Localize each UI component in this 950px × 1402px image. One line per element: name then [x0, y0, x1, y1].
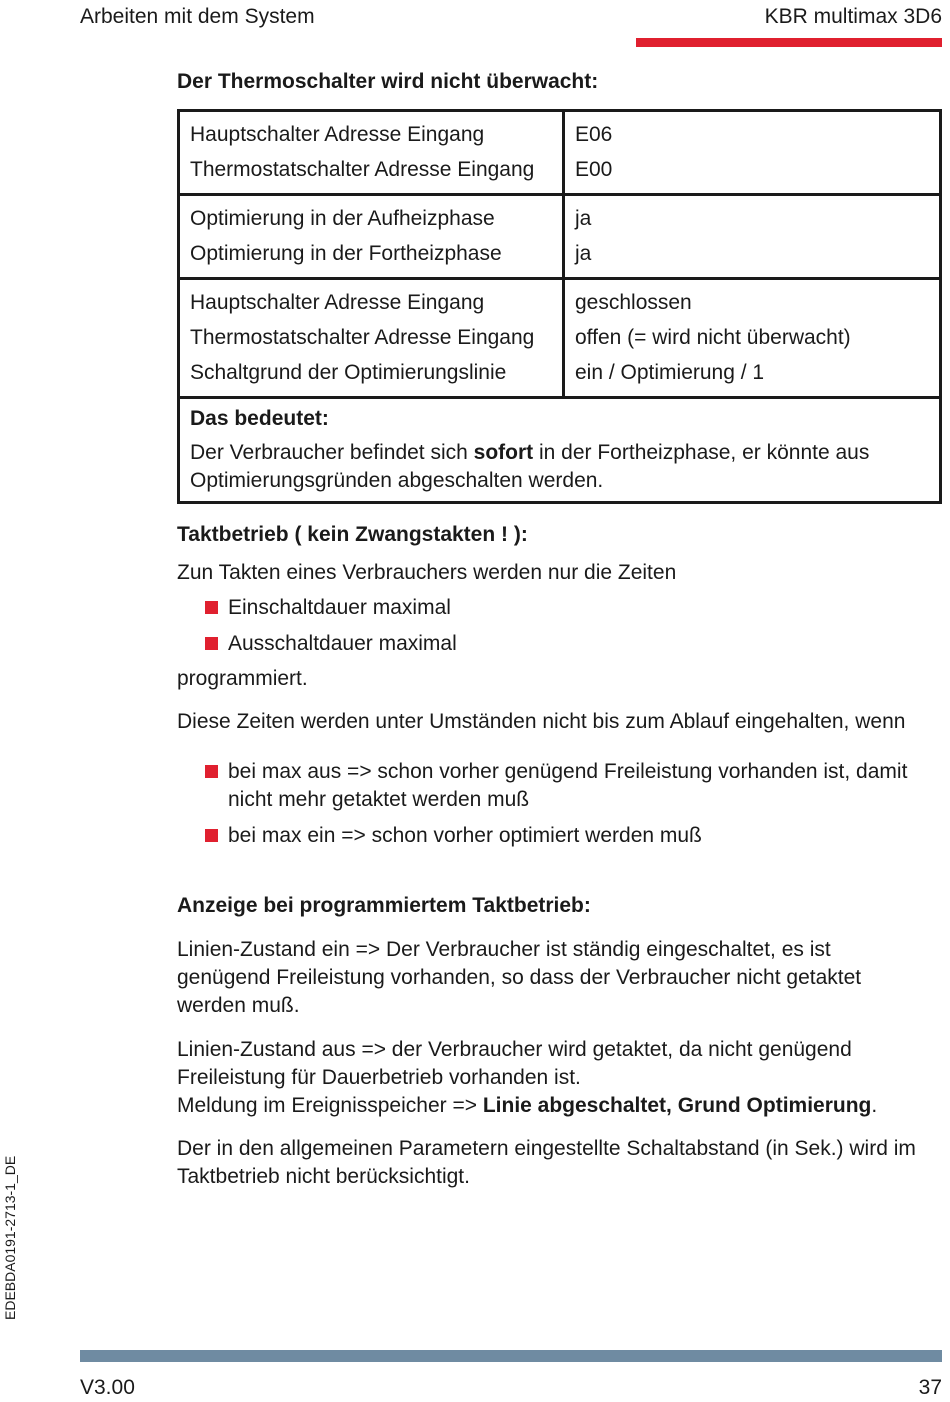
note-text	[190, 439, 929, 495]
param-key: Hauptschalter Adresse Eingang	[190, 123, 485, 146]
header-section-title: Arbeiten mit dem System	[80, 5, 315, 28]
table-row	[179, 195, 941, 279]
taktbetrieb-intro: Zun Takten eines Verbrauchers werden nur die Zeiten	[177, 561, 677, 584]
header-product-name: KBR multimax 3D6	[764, 5, 942, 28]
note-text-start: Der Verbraucher befindet sich	[190, 441, 474, 464]
anzeige-paragraph-1: Linien-Zustand ein => Der Verbraucher ist ständig eingeschaltet, es ist genügend Freileistung vorhanden, so dass der Verbraucher nicht getaktet werden muß.	[177, 938, 862, 1017]
param-key: Thermostatschalter Adresse Eingang	[190, 326, 535, 349]
param-value: ein / Optimierung / 1	[575, 361, 765, 384]
list-item	[205, 594, 451, 622]
anzeige-heading: Anzeige bei programmiertem Taktbetrieb:	[177, 894, 591, 917]
header-accent-bar	[636, 38, 942, 47]
page-number: 37	[918, 1376, 942, 1399]
param-key: Schaltgrund der Optimierungslinie	[190, 361, 507, 384]
anzeige-paragraph-3	[177, 1092, 877, 1120]
table-cell-keys	[179, 195, 564, 279]
message-suffix: .	[871, 1094, 878, 1117]
thermoschalter-heading: Der Thermoschalter wird nicht überwacht:	[177, 70, 599, 93]
list-item-text: bei max ein => schon vorher optimiert werden muß	[228, 824, 702, 847]
param-value: ja	[575, 207, 592, 230]
param-key: Thermostatschalter Adresse Eingang	[190, 158, 535, 181]
bullet-square-icon	[205, 637, 218, 650]
taktbetrieb-heading: Taktbetrieb ( kein Zwangstakten ! ):	[177, 523, 528, 546]
param-value: offen (= wird nicht überwacht)	[575, 326, 851, 349]
bullet-square-icon	[205, 601, 218, 614]
table-row	[179, 279, 941, 398]
table-row	[179, 111, 941, 195]
anzeige-paragraph-2: Linien-Zustand aus => der Verbraucher wird getaktet, da nicht genügend Freileistung für Dauerbetrieb vorhanden ist.	[177, 1038, 852, 1089]
param-value: E00	[575, 158, 613, 181]
taktbetrieb-outro: programmiert.	[177, 667, 308, 690]
note-cell	[179, 398, 941, 503]
list-item	[205, 630, 457, 658]
table-cell-keys	[179, 279, 564, 398]
taktbetrieb-paragraph: Diese Zeiten werden unter Umständen nicht bis zum Ablauf eingehalten, wenn	[177, 710, 906, 733]
note-text-end: in der Fortheizphase, er könnte aus Optimierungsgründen abgeschalten werden.	[190, 441, 870, 492]
param-value: E06	[575, 123, 613, 146]
list-item-text: Ausschaltdauer maximal	[228, 632, 457, 655]
list-item-text: Einschaltdauer maximal	[228, 596, 451, 619]
table-cell-values	[564, 195, 941, 279]
message-emphasis: Linie abgeschaltet, Grund Optimierung	[482, 1094, 872, 1117]
document-code: EDEBDA0191-2713-1_DE	[2, 1155, 18, 1320]
table-row-note	[179, 398, 941, 503]
table-cell-values	[564, 279, 941, 398]
note-text-emphasis: sofort	[473, 441, 534, 464]
table-cell-keys	[179, 111, 564, 195]
param-value: ja	[575, 242, 592, 265]
list-item	[205, 758, 940, 814]
param-value: geschlossen	[575, 291, 692, 314]
bullet-square-icon	[205, 765, 218, 778]
param-key: Optimierung in der Aufheizphase	[190, 207, 495, 230]
table-cell-values	[564, 111, 941, 195]
bullet-square-icon	[205, 829, 218, 842]
list-item-text: bei max aus => schon vorher genügend Freileistung vorhanden ist, damit nicht mehr getaktet werden muß	[228, 760, 908, 811]
message-prefix: Meldung im Ereignisspeicher =>	[177, 1094, 483, 1117]
param-key: Optimierung in der Fortheizphase	[190, 242, 502, 265]
list-item	[205, 822, 702, 850]
note-title: Das bedeutet:	[190, 407, 329, 430]
param-key: Hauptschalter Adresse Eingang	[190, 291, 485, 314]
footer-bar	[80, 1350, 942, 1362]
anzeige-paragraph-4: Der in den allgemeinen Parametern eingestellte Schaltabstand (in Sek.) wird im Taktbetrieb nicht berücksichtigt.	[177, 1137, 916, 1188]
footer-version: V3.00	[80, 1376, 135, 1399]
parameter-table	[177, 109, 942, 504]
